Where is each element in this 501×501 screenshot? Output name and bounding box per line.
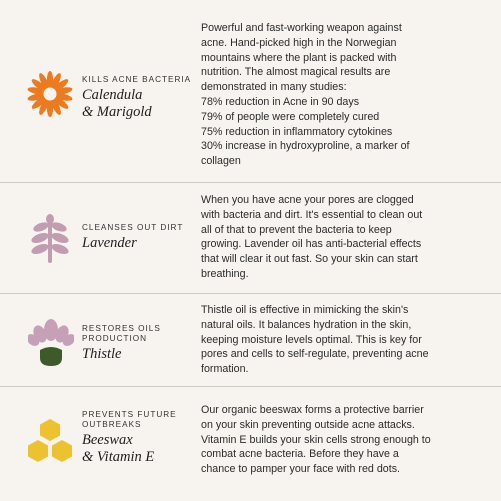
- thistle-flower-icon: [28, 318, 74, 368]
- ingredient-name: Thistle: [82, 346, 122, 362]
- ingredient-name: Calendula & Marigold: [82, 87, 152, 120]
- section-kicker: CLEANSES OUT DIRT: [82, 223, 184, 232]
- section-beeswax: [0, 387, 501, 501]
- section-kicker: KILLS ACNE BACTERIA: [82, 75, 192, 84]
- section-description: Our organic beeswax forms a protective barrier on your skin preventing outside acne attacks. Vitamin E builds your skin cells strong enough to combat acne bacteria. Before they have a chance to pamper your face with red dots.: [201, 404, 431, 476]
- section-lavender: [0, 183, 501, 293]
- section-kicker: PREVENTS FUTURE OUTBREAKS: [82, 410, 177, 429]
- section-description: Thistle oil is effective in mimicking the skin's natural oils. It balances hydration in the skin, keeping moisture levels optimal. This is key for pores and cells to self-regulate, preventing acne formation.: [201, 304, 429, 376]
- section-thistle: [0, 294, 501, 386]
- section-kicker: RESTORES OILS PRODUCTION: [82, 324, 161, 343]
- section-description: Powerful and fast-working weapon against acne. Hand-picked high in the Norwegian mountains where the plant is packed with nutrition. The almost magical results are demonstrated in many studies: 78% reduction in Acne in 90 days 79% of people were completely cured 75% reduction in inflammatory cytokines 30% increase in hydroxyproline, a marker of collagen: [201, 22, 410, 168]
- marigold-flower-icon: [26, 70, 74, 118]
- section-description: When you have acne your pores are clogged with bacteria and dirt. It's essential to clean out all of that to prevent the bacteria to keep growing. Lavender oil has anti-bacterial effects that will clear it out fast. So your skin can start breathing.: [201, 194, 423, 280]
- lavender-sprig-icon: [30, 213, 70, 265]
- section-calendula: [0, 0, 501, 182]
- honeycomb-icon: [24, 417, 76, 469]
- ingredient-name: Beeswax & Vitamin E: [82, 432, 155, 465]
- ingredient-name: Lavender: [82, 235, 137, 251]
